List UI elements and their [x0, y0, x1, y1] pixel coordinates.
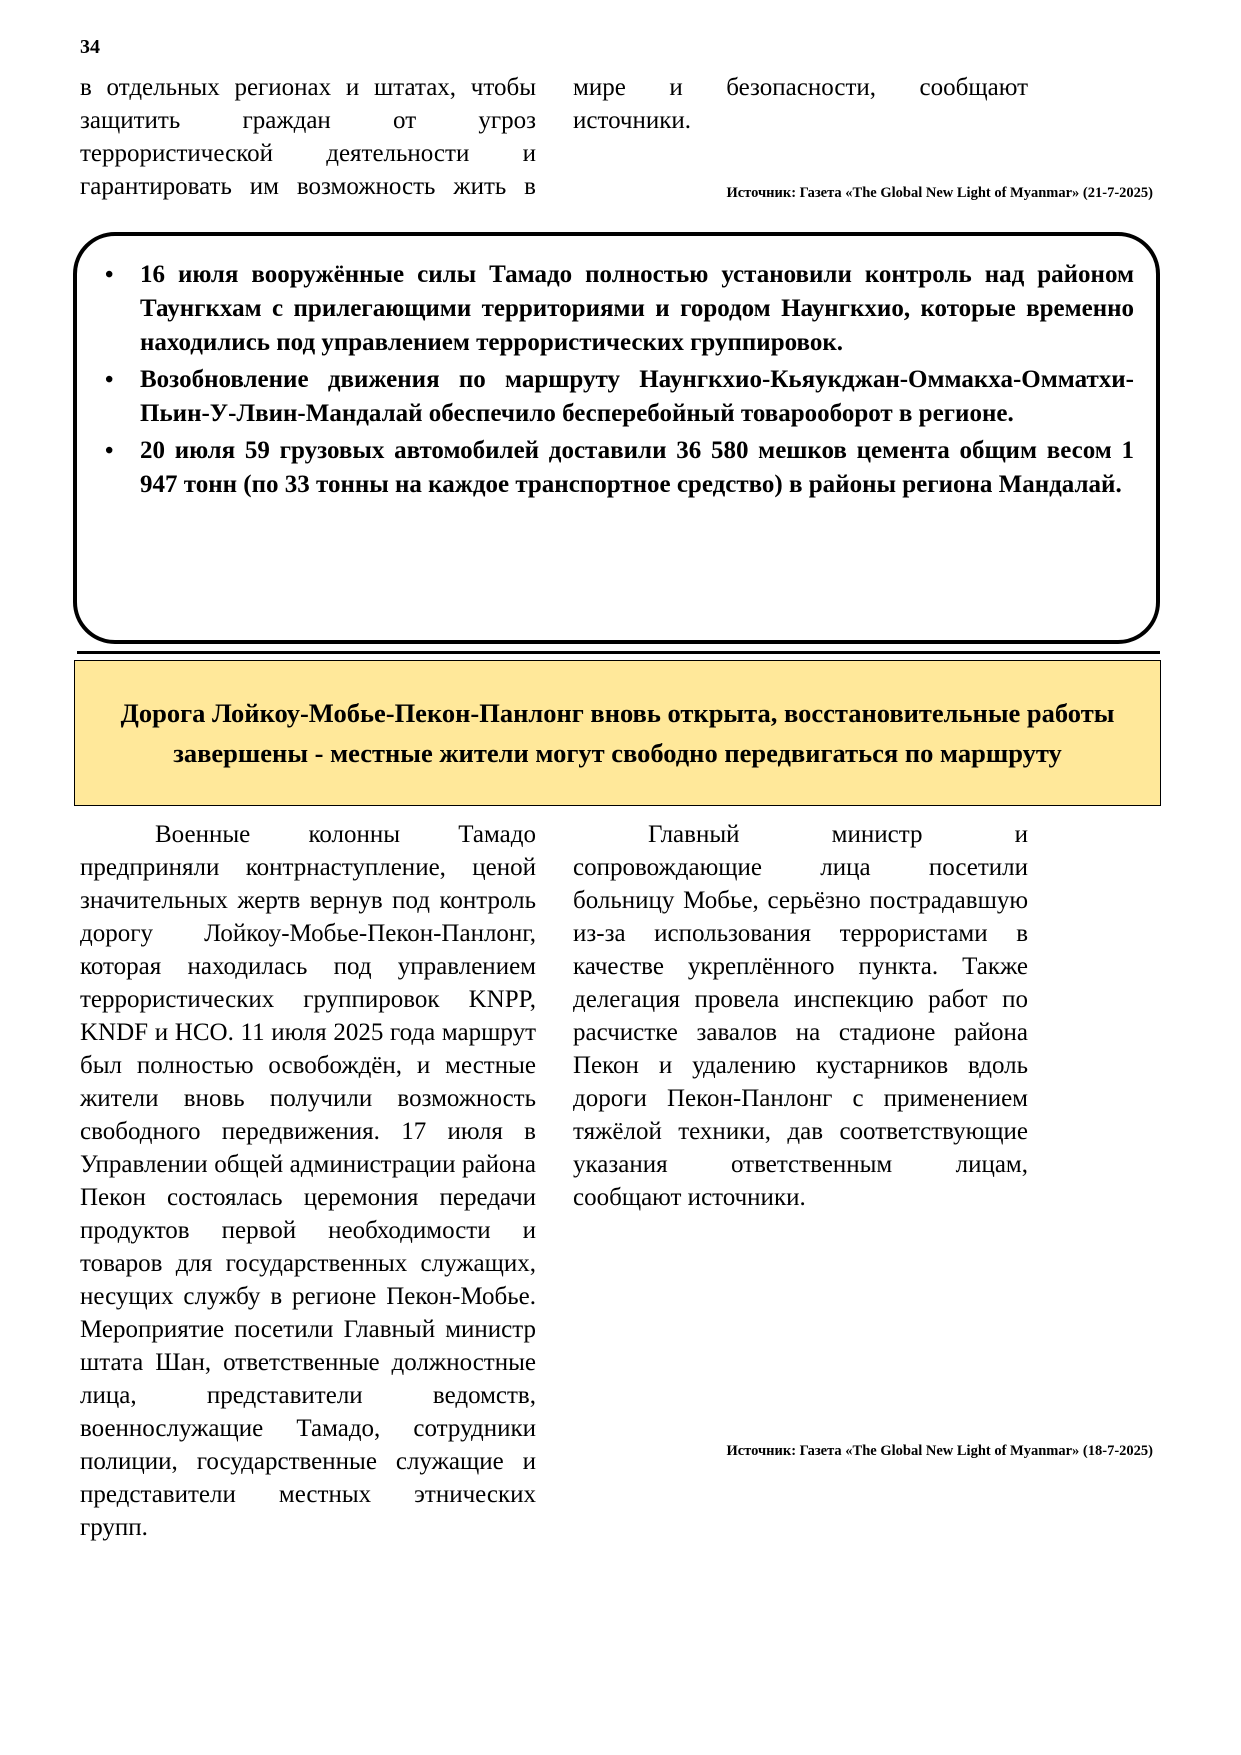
top-right-column [573, 71, 1028, 137]
bullet-dot-icon: • [105, 367, 114, 393]
article-left-paragraph: Военные колонны Тамадо предприняли контрнаступление, ценой значительных жертв вернув под контроль дорогу Лойкоу-Мобье-Пекон-Панлонг, которая находилась под управлением террористических группировок KNPP, KNDF и НСО. 11 июля 2025 года маршрут был полностью освобождён, и местные жители вновь получили возможность свободного передвижения. 17 июля в Управлении общей администрации района Пекон состоялась церемония передачи продуктов первой необходимости и товаров для государственных служащих, несущих службу в регионе Пекон-Мобье. Мероприятие посетили Главный министр штата Шан, ответственные должностные лица, представители ведомств, военнослужащие Тамадо, сотрудники полиции, государственные служащие и представители местных этнических групп. [80, 821, 536, 1541]
top-left-paragraph: в отдельных регионах и штатах, чтобы защитить граждан от угроз террористической деятельности и гарантировать им возможность жить в [80, 74, 536, 200]
bullet-text: 20 июля 59 грузовых автомобилей доставили 36 580 мешков цемента общим весом 1 947 тонн (по 33 тонны на каждое транспортное средство) в районы региона Мандалай. [140, 437, 1134, 498]
bullet-item [101, 434, 1134, 502]
bullet-text: 16 июля вооружённые силы Тамадо полностью установили контроль над районом Таунгкхам с прилегающими территориями и городом Наунгкхио, которые временно находились под управлением террористических группировок. [140, 261, 1134, 356]
highlight-box [73, 232, 1160, 644]
highlight-bullet-list [101, 258, 1134, 505]
source-citation-bottom: Источник: Газета «The Global New Light of Myanmar» (18-7-2025) [726, 1443, 1153, 1459]
bullet-text: Возобновление движения по маршруту Наунгкхио-Кьяукджан-Оммакха-Омматхи-Пьин-У-Лвин-Мандалай обеспечило бесперебойный товарооборот в регионе. [140, 366, 1134, 427]
article-right-paragraph: Главный министр и сопровождающие лица посетили больницу Мобье, серьёзно пострадавшую из-за использования террористами в качестве укреплённого пункта. Также делегация провела инспекцию работ по расчистке завалов на стадионе района Пекон и удалению кустарников вдоль дороги Пекон-Панлонг с применением тяжёлой техники, дав соответствующие указания ответственным лицам, сообщают источники. [573, 821, 1028, 1211]
bullet-dot-icon: • [105, 262, 114, 288]
bullet-item [101, 258, 1134, 360]
bullet-dot-icon: • [105, 438, 114, 464]
article-headline: Дорога Лойкоу-Мобье-Пекон-Панлонг вновь открыта, восстановительные работы завершены - местные жители могут свободно передвигаться по маршруту [120, 698, 1115, 768]
article-headline-box [74, 660, 1161, 806]
source-citation-top: Источник: Газета «The Global New Light of Myanmar» (21-7-2025) [726, 185, 1153, 201]
top-left-column [80, 71, 536, 203]
top-right-paragraph: мире и безопасности, сообщают источники. [573, 74, 1028, 134]
article-left-column [80, 818, 536, 1544]
article-right-column [573, 818, 1028, 1214]
bullet-item [101, 363, 1134, 431]
page-number: 34 [80, 36, 100, 58]
section-divider [77, 651, 1160, 654]
